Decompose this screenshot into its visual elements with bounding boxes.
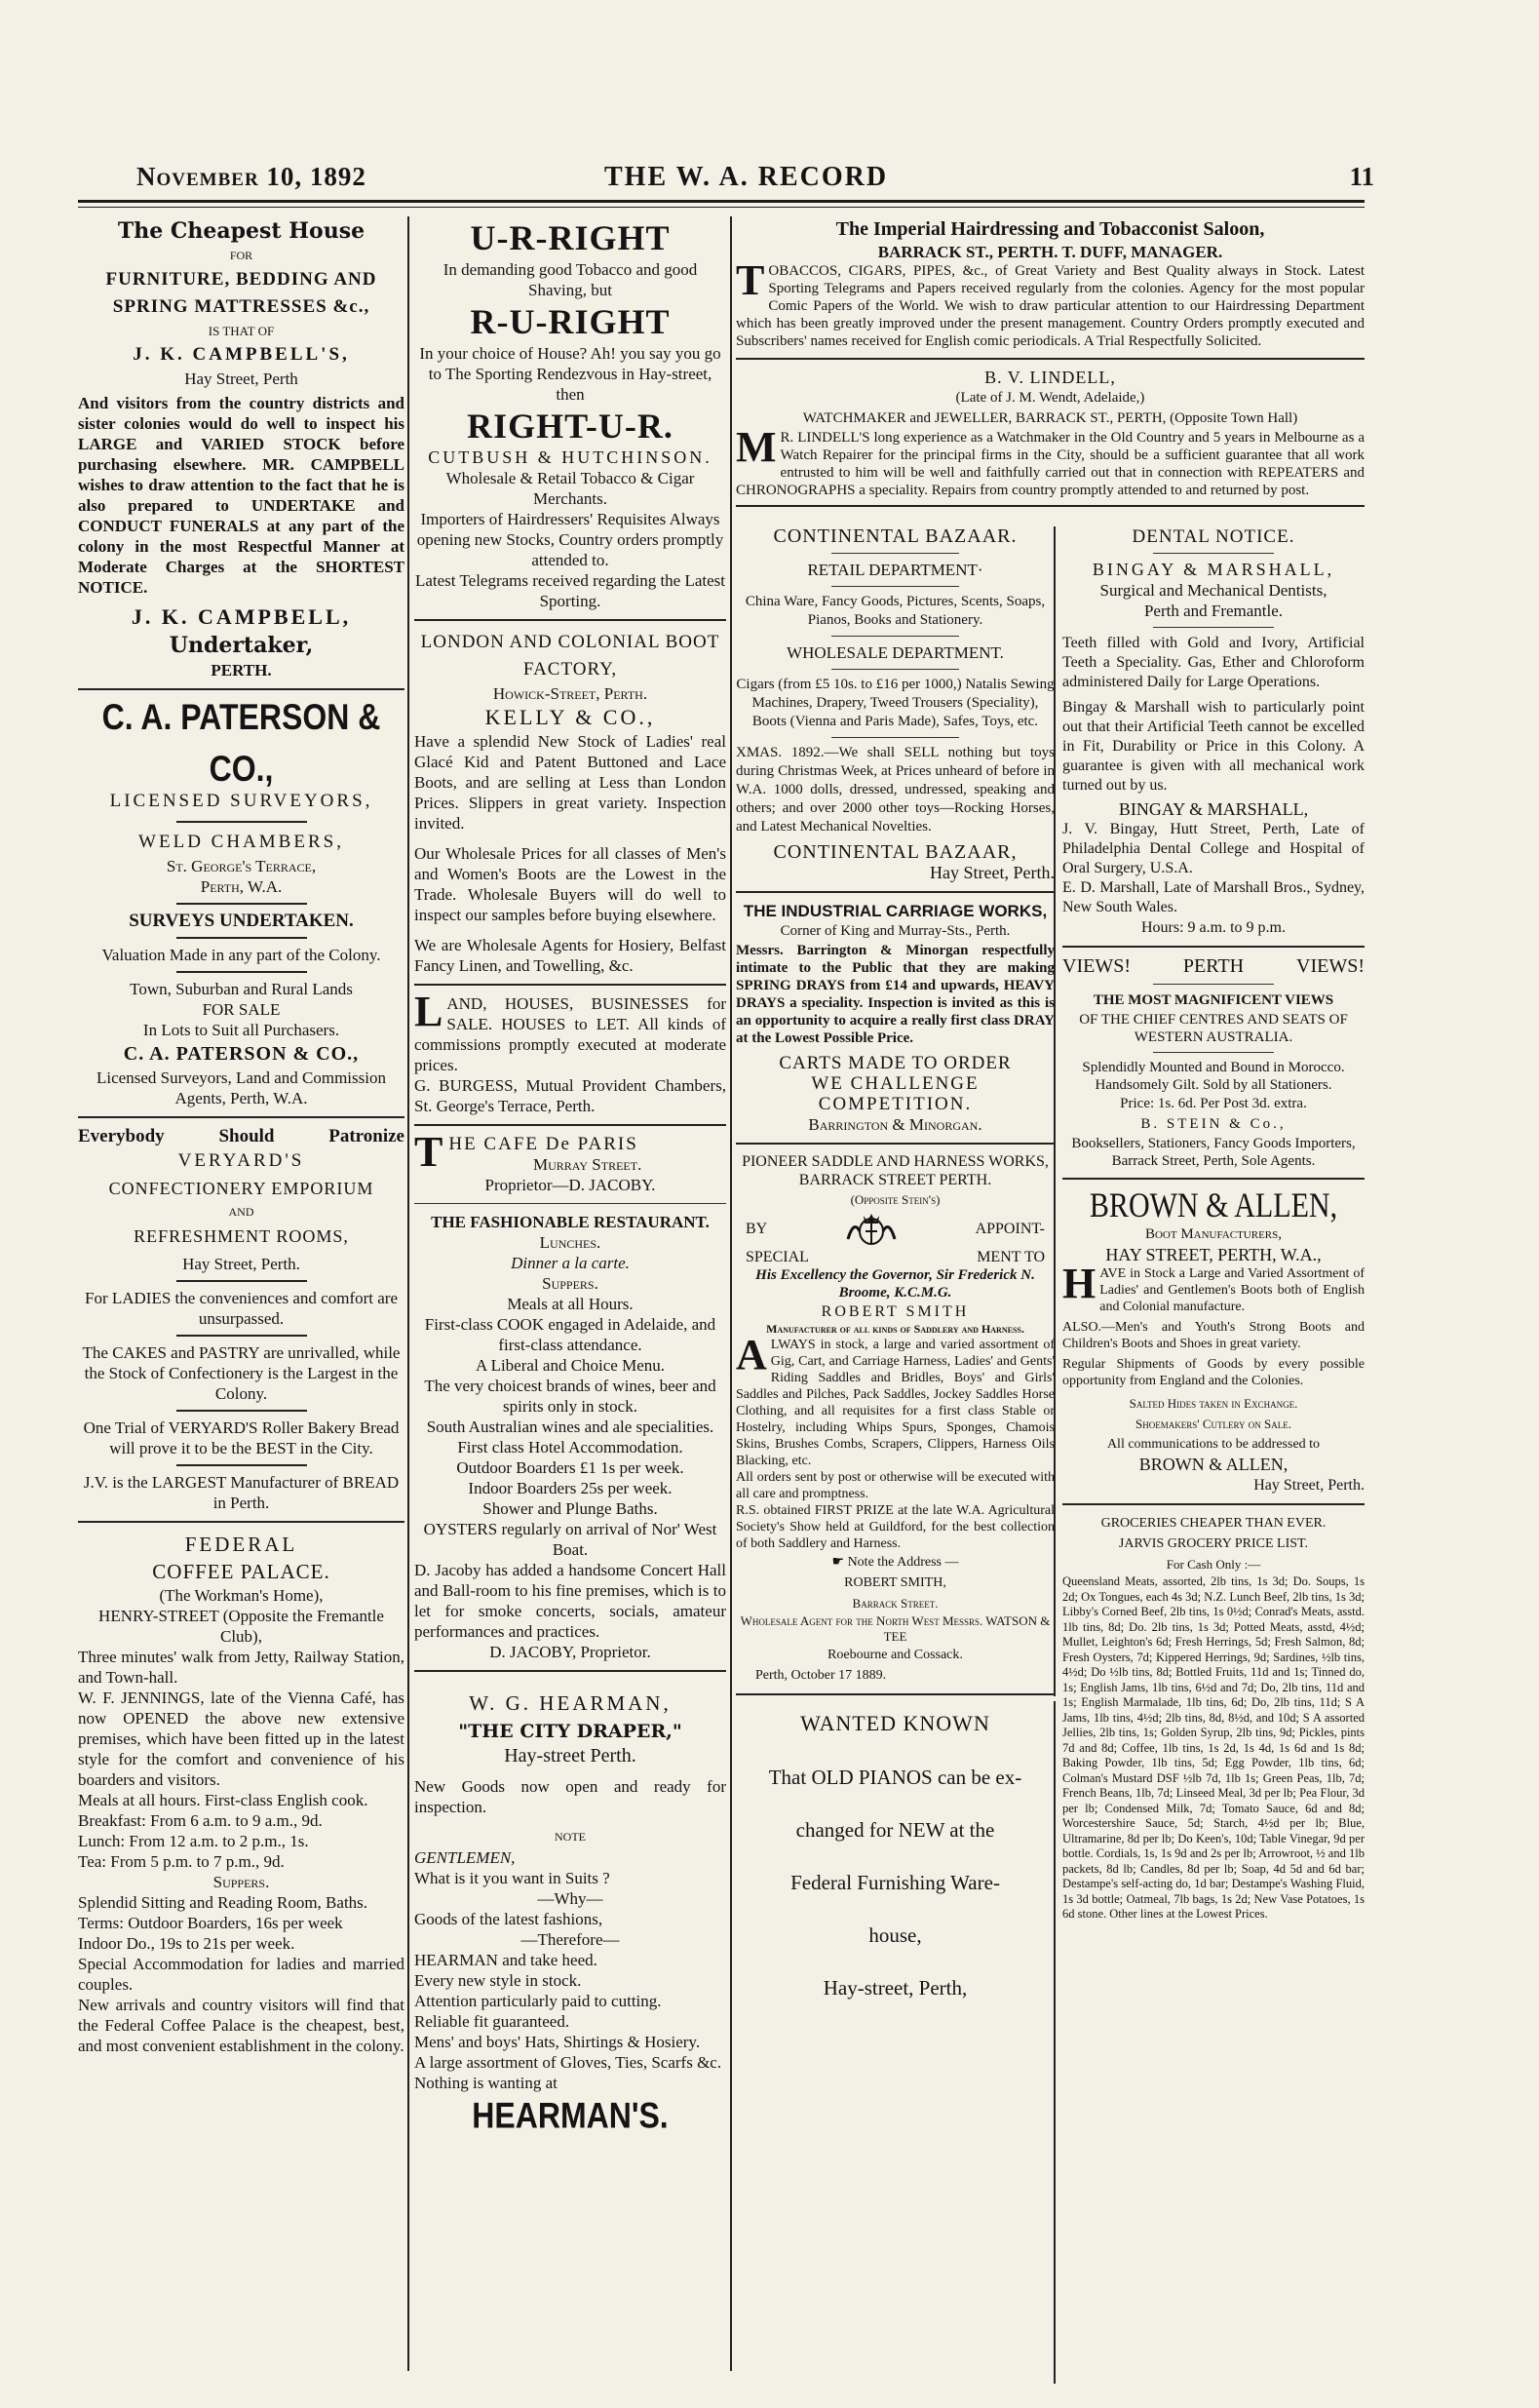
ad-text: OF THE CHIEF CENTRES AND SEATS OF WESTERN AUSTRALIA. [1079,1012,1348,1045]
ad-text: VERYARD'S [177,1150,305,1171]
ad-text: W. F. JENNINGS, late of the Vienna Café, has now OPENED the above new extensive premises, which have been fitted up in the latest style for the comfort and convenience of his boarders and visitors. [78,1689,404,1789]
ad-text: Indoor Boarders 25s per week. [468,1479,673,1497]
ad-text: FURNITURE, BEDDING AND [105,269,377,290]
royal-crest-icon [842,1210,901,1249]
ad-title: R-U-RIGHT [470,302,671,341]
ad-cafe-de-paris [414,1128,726,1662]
ad-text: Hours: 9 a.m. to 9 p.m. [1141,919,1286,936]
ad-text: "THE CITY DRAPER," [458,1721,682,1742]
ad-title: PERTH [1182,955,1245,977]
ad-text: Breakfast: From 6 a.m. to 9 a.m., 9d. [78,1811,323,1830]
drop-cap: H [1062,1260,1097,1307]
divider [736,358,1365,360]
column-2 [414,216,726,2371]
ad-text: PERTH. [211,661,272,680]
ad-text: R.S. obtained FIRST PRIZE at the late W.A. Agricultural Society's Show held at Guildford, for the best collection of both Saddlery and Harness. [736,1503,1055,1551]
ad-saddle-works [736,1152,1055,1686]
ad-text: Perth, October 17 1889. [755,1668,887,1683]
ad-stein [1062,955,1365,1170]
issue-date: November 10, 1892 [136,162,366,191]
page-header [136,162,1374,201]
ad-text: Federal Furnishing Ware- [790,1871,1000,1894]
ad-text: WELD CHAMBERS, [138,832,344,852]
ad-body: And visitors from the country districts and sister colonies would do well to inspect his LARGE and VARIED STOCK before purchasing elsewhere. MR. CAMPBELL wishes to draw attention to the fact that he is also prepared to UNDERTAKE and CONDUCT FUNERALS at any part of the colony in the most Respectful Manner at Moderate Charges at the SHORTEST NOTICE. [78,394,404,597]
ad-text: HAY STREET, PERTH, W.A., [1105,1245,1322,1264]
ad-text: Suppers. [542,1274,598,1293]
ad-text: A large assortment of Gloves, Ties, Scarfs &c. [414,2053,722,2072]
divider [414,619,726,621]
ad-text: Hay-street Perth. [504,1745,636,1767]
column-divider-2 [730,216,732,2371]
ad-text: Corner of King and Murray-Sts., Perth. [780,923,1011,939]
ad-text: NOTE [555,1830,586,1844]
divider [736,891,1055,893]
ad-text: CUTBUSH & HUTCHINSON. [428,447,712,467]
ad-text: THE MOST MAGNIFICENT VIEWS [1093,992,1334,1008]
ad-text: Hay-street, Perth, [823,1976,968,2000]
ad-title: U-R-RIGHT [470,218,671,257]
ad-title: HEARMAN'S. [472,2095,669,2136]
divider [1153,627,1274,628]
ad-text: Note the Address — [847,1555,959,1570]
pointing-hand-icon: ☛ [831,1555,848,1570]
drop-cap: T [414,1128,445,1176]
ad-text: Price: 1s. 6d. Per Post 3d. extra. [1120,1096,1307,1111]
ad-text: Teeth filled with Gold and Ivory, Artificial Teeth a Speciality. Gas, Ether and Chloroform administered Daily for Large Operations. [1062,635,1365,690]
page-number: 11 [1349,162,1374,191]
ad-body: Queensland Meats, assorted, 2lb tins, 1s 3d; Do. Soups, 1s 2d; Ox Tongues, each 4s 3d; N.Z. Lunch Beef, 2lb tins, 1s 3d; Libby's Corned Beef, 2lb tins, 1s 0½d; Conrad's Meats, asstd. 1lb tins, 8d; Do. 2lb tins, 1s 3d; Potted Meats, asstd, 4½d; Mullet, Leighton's 6d; Fresh Herrings, 5d; Fresh Salmon, 8d; Fresh Oysters, 7d; Kippered Herrings, 9d; Sardines, ½lb tins, 4½d; Do ½lb tins, 8d; Bottled Fruits, 11d and 1s; Tinned do, 1s; English Jams, 1lb tins, 6½d and 7d; Do, 2lb tins, 11d and 1s; English Marmalade, 1lb tins, 6d; Do, 2lb tins, 11d; S A Jams, 1lb tins, 4½d; 2lb tins, 8d, 8½d, and 10d; S A assorted Jellies, 2lb tins, 1s; Golden Syrup, 2lb tins, 9d; Pickles, pints 7d and 8d; Coffee, 1lb tins, 1s 2d, 1s 4d, 1s 6d and 1s 8d; Baking Powder, 1lb tins, 5d; Egg Powder, 1lb tins, 6d; Colman's Mustard DSF ½lb 7d, 1lb 1s; Green Peas, 1lb, 7d; French Beans, 1lb, 7d; Linseed Meal, 3d per lb; Pea Flour, 3d per lb; Condensed Milk, 7d; Tomato Sauce, 6d and 8d; Worcestershire Sauce, 5d; Starch, 4½d per lb; Blue, Ultramarine, 8d per lb; Do Keen's, 10d; Table Vinegar, 9d per bottle. Cordials, 1s, 1s 9d and 2s per lb; Arrowroot, ½ and 1lb packets, 8d lb; Candles, 8d per lb; Soap, 4d 5d and 6d bar; Destampe's self-acting do, 1d bar; Destampe's Washing Fluid, 1s 3d bottle; Oatmeal, 7lb bags, 1s 2d; New Vase Potatoes, 1s 6d stone. Other lines at the Lowest Prices. [1062,1574,1365,1921]
divider [176,821,307,823]
ad-jarvis [1062,1513,1365,1923]
ad-carriage-works [736,901,1055,1135]
ad-text: Terms: Outdoor Boarders, 16s per week [78,1914,343,1932]
ad-text: That OLD PIANOS can be ex- [768,1766,1022,1789]
ad-title: LONDON AND COLONIAL BOOT FACTORY, [420,632,720,680]
ad-burgess [414,988,726,1116]
ad-text: For LADIES the conveniences and comfort are unsurpassed. [85,1289,398,1328]
ad-title: B. V. LINDELL, [984,368,1116,387]
ad-text: Splendidly Mounted and Bound in Morocco. Handsomely Gilt. Sold by all Stationers. [1082,1060,1345,1093]
ad-lindell [736,368,1365,499]
divider [831,669,959,670]
ad-text: LICENSED SURVEYORS, [109,791,373,811]
ad-text: What is it you want in Suits ? [414,1869,610,1887]
ad-text: Undertaker, [169,633,314,658]
ad-text: BINGAY & MARSHALL, [1092,560,1335,579]
ad-wanted-known [736,1703,1055,2014]
ad-text: WATCHMAKER and JEWELLER, BARRACK ST., PERTH, (Opposite Town Hall) [802,410,1298,426]
ad-title: COFFEE PALACE. [152,1560,330,1583]
ad-text: Hay Street, Perth. [930,863,1055,882]
ad-text: Surgical and Mechanical Dentists, [1099,581,1327,600]
divider [176,903,307,905]
header-rule [78,200,1365,203]
ad-text: New arrivals and country visitors will find that the Federal Coffee Palace is the cheapest, best, and most convenient establishment in the colony. [78,1996,404,2055]
header-rule-thin [78,207,1365,208]
ad-federal [78,1531,404,2056]
ad-signature: BROWN & ALLEN, [1138,1455,1289,1474]
drop-cap: L [414,988,443,1035]
ad-text: THE FASHIONABLE RESTAURANT. [431,1213,710,1231]
ad-text: FOR SALE [202,1000,281,1019]
ad-text: Perth and Fremantle. [1143,602,1284,620]
ad-body: R. LINDELL'S long experience as a Watchmaker in the Old Country and 5 years in Melbourne as a Watch Repairer for the principal firms in the City, should be a sufficient guarantee that all work entrusted to him will be well and faithfully carried out that in connection with REPEATERS and CHRONOGRAPHS a speciality. Repairs from country promptly attended to and returned by post. [736,430,1365,498]
divider [414,1124,726,1126]
ad-text: Lunch: From 12 a.m. to 2 p.m., 1s. [78,1832,309,1850]
ad-text: SPRING MATTRESSES &c., [112,296,370,317]
ad-text: His Excellency the Governor, Sir Frederick N. Broome, K.C.M.G. [755,1267,1035,1301]
ad-text: Should [218,1126,275,1146]
ad-body: AVE in Stock a Large and Varied Assortment of Ladies' and Gentlemen's Boots both of English and Colonial manufacture. [1099,1266,1365,1314]
ad-text: In Lots to Suit all Purchasers. [142,1021,340,1039]
ad-text: Shower and Plunge Baths. [482,1499,658,1518]
ad-title: RIGHT-U-R. [467,407,673,446]
ad-text: HENRY-STREET (Opposite the Fremantle Club), [98,1607,384,1646]
ad-title: The Cheapest House [117,218,366,244]
ad-signature: D. JACOBY, Proprietor. [489,1643,651,1661]
divider [176,1280,307,1282]
ad-title: WANTED KNOWN [800,1711,990,1735]
wide-ads-top [736,216,1365,524]
ad-campbell [78,216,404,680]
ad-text: The CAKES and PASTRY are unrivalled, while the Stock of Confectionery is the Largest in the Colony. [82,1343,401,1403]
ad-text: (Late of J. M. Wendt, Adelaide,) [955,390,1145,406]
ad-signature: J. K. CAMPBELL, [131,604,352,629]
ad-text: Tea: From 5 p.m. to 7 p.m., 9d. [78,1852,285,1871]
divider [78,688,404,690]
divider [1062,946,1365,948]
ad-text: Perth, W.A. [200,877,283,896]
ad-title: THE INDUSTRIAL CARRIAGE WORKS, [743,902,1048,920]
ad-text: All communications to be addressed to [1106,1437,1321,1452]
ad-text: BY [746,1221,768,1237]
ad-text: J. K. CAMPBELL'S, [133,344,350,365]
ad-text: SURVEYS UNDERTAKEN. [129,911,354,931]
divider [176,1410,307,1412]
ad-text: D. Jacoby has added a handsome Concert Hall and Ball-room to his fine premises, which is to let for smoke concerts, socials, amateur performances and practices. [414,1561,726,1641]
ad-text: Have a splendid New Stock of Ladies' real Glacé Kid and Patent Buttoned and Lace Boots, and are selling at Less than London Prices. Slippers in great variety. Inspection invited. [414,732,726,833]
divider [736,505,1365,507]
divider [78,1521,404,1523]
ad-text: St. George's Terrace, [166,857,317,875]
column-1 [78,216,404,2371]
ad-title: VIEWS! [1296,955,1365,977]
ad-text: Attention particularly paid to cutting. [414,1992,662,2010]
ad-text: B. STEIN & Co., [1140,1116,1287,1132]
ad-text: CONFECTIONERY EMPORIUM [108,1179,374,1198]
ad-text: WE CHALLENGE [811,1073,980,1094]
ad-text: AND, HOUSES, BUSINESSES for SALE. HOUSES to LET. All kinds of commissions promptly executed at moderate prices. [414,994,726,1074]
ad-dental [1062,526,1365,938]
ad-text: A Liberal and Choice Menu. [475,1356,666,1375]
ad-text: In your choice of House? Ah! you say you go to The Sporting Rendezvous in Hay-street, then [419,344,721,404]
divider [1153,984,1274,985]
ad-text: CARTS MADE TO ORDER [779,1053,1012,1073]
ad-title: HE CAFE De PARIS [448,1134,638,1154]
ad-signature: Barrington & Minorgan. [808,1115,982,1134]
ad-text: ALSO.—Men's and Youth's Strong Boots and Children's Boots and Shoes in great variety. [1062,1320,1365,1351]
ad-text: Our Wholesale Prices for all classes of Men's and Women's Boots are the Lowest in the Trade. Wholesale Buyers will do well to inspect our samples before buying elsewhere. [414,844,726,924]
ad-text: IS THAT OF [208,324,275,338]
divider [1153,553,1274,554]
ad-signature: C. A. PATERSON & CO., [123,1043,360,1065]
ad-text: REFRESHMENT ROOMS, [134,1226,349,1246]
ad-text: Hay Street, Perth [184,369,298,388]
ad-text: Outdoor Boarders £1 1s per week. [456,1458,684,1477]
divider [176,1464,307,1466]
ad-text: changed for NEW at the [795,1818,995,1842]
ad-body: OBACCOS, CIGARS, PIPES, &c., of Great Variety and Best Quality always in Stock. Latest Sporting Telegrams and Papers received regularly from the colonies. Agency for the most popular Comic Papers of the World. We wish to draw particular attention to our Hairdressing Department which has been greatly improved under the present management. Country Orders promptly executed and Subscribers' names received for English comic periodicals. A Trial Respectfully Solicited. [736,263,1365,349]
ad-text: MENT TO [977,1249,1045,1265]
ad-text: Nothing is wanting at [414,2074,558,2092]
divider [78,1116,404,1118]
ad-text: Importers of Hairdressers' Requisites Always opening new Stocks, Country orders promptly attended to. [416,510,724,569]
divider [176,1335,307,1337]
ad-text: Dinner a la carte. [511,1254,630,1272]
divider [1153,1052,1274,1053]
divider [831,737,959,738]
ad-text: In demanding good Tobacco and good Shaving, but [442,260,698,299]
ad-hearman [414,1680,726,2138]
ad-text: Salted Hides taken in Exchange. [1129,1396,1298,1411]
ad-text: South Australian wines and ale specialities. [426,1418,714,1436]
ad-text: Every new style in stock. [414,1971,582,1990]
ad-text: OYSTERS regularly on arrival of Nor' West Boat. [423,1520,717,1559]
ad-title: W. G. HEARMAN, [469,1691,672,1715]
divider [176,971,307,973]
ad-text: KELLY & CO., [484,705,656,729]
ad-text: (Opposite Stein's) [850,1192,941,1207]
ad-text: For Cash Only :— [1166,1557,1261,1572]
ad-title: CONTINENTAL BAZAAR. [773,526,1018,547]
ad-text: COMPETITION. [818,1094,973,1114]
ad-text: (The Workman's Home), [159,1586,324,1605]
ad-text: Lunches. [539,1233,601,1252]
ad-text: Regular Shipments of Goods by every possible opportunity from England and the Colonies. [1062,1357,1365,1388]
ad-kelly [414,629,726,976]
ad-text: Special Accommodation for ladies and married couples. [78,1955,404,1994]
ad-text: Valuation Made in any part of the Colony. [101,946,381,964]
ad-text: BARRACK ST., PERTH. T. DUFF, MANAGER. [877,243,1223,261]
ad-text: house, [868,1923,922,1947]
masthead: THE W. A. RECORD [604,162,889,192]
ad-text: WHOLESALE DEPARTMENT. [787,643,1004,662]
divider [831,586,959,587]
ad-text: Goods of the latest fashions, [414,1910,603,1928]
drop-cap: A [736,1331,767,1379]
ad-text: Licensed Surveyors, Land and Commission Agents, Perth, W.A. [96,1068,386,1107]
ad-text: J.V. is the LARGEST Manufacturer of BREAD in Perth. [83,1473,400,1512]
divider [831,553,959,554]
ad-text: Meals at all hours. First-class English cook. [78,1791,368,1809]
ad-text: Indoor Do., 19s to 21s per week. [78,1934,295,1953]
ad-text: New Goods now open and ready for inspection. [414,1777,726,1816]
divider [1062,1178,1365,1180]
ad-brown-allen [1062,1187,1365,1495]
ad-text: Manufacturer of all kinds of Saddlery and Harness. [766,1322,1024,1336]
ad-text: Wholesale & Retail Tobacco & Cigar Merchants. [445,469,695,508]
ad-text: All orders sent by post or otherwise will be executed with all care and promptness. [736,1470,1055,1501]
ad-imperial [736,216,1365,350]
ad-title: C. A. PATERSON & CO., [101,696,381,790]
ad-text: XMAS. 1892.—We shall SELL nothing but toys during Christmas Week, at Prices unheard of before in W.A. 1000 dolls, dressed, undressed, speaking and others; and over 2000 other toys—Rocking Horses, and Latest Mechanical Novelties. [736,745,1055,835]
ad-text: Splendid Sitting and Reading Room, Baths. [78,1893,368,1912]
ad-text: J. V. Bingay, Hutt Street, Perth, Late of Philadelphia Dental College and Hospital of Oral Surgery, U.S.A. [1062,821,1365,876]
ad-text: AND [228,1205,254,1219]
divider [414,1203,726,1204]
ad-text: —Therefore— [520,1930,620,1949]
ad-text: G. BURGESS, Mutual Provident Chambers, St. George's Terrace, Perth. [414,1076,726,1115]
ad-text: Reliable fit guaranteed. [414,2012,570,2031]
divider [414,1670,726,1672]
ad-text: Wholesale Agent for the North West Messrs. WATSON & TEE [740,1613,1051,1644]
ad-text: FOR [229,249,253,262]
ad-text: Barrack Street. [852,1596,939,1611]
ad-title: VIEWS! [1062,955,1131,977]
ad-continental-bazaar [736,526,1055,883]
ad-text: ROBERT SMITH [821,1303,970,1320]
ad-text: Roebourne and Cossack. [827,1648,963,1662]
ad-title: FEDERAL [184,1533,298,1556]
ad-text: The very choicest brands of wines, beer and spirits only in stock. [424,1377,716,1416]
column-divider-1 [407,216,409,2371]
divider [736,1143,1055,1145]
ad-text: Suppers. [212,1873,270,1891]
ad-text: Mens' and boys' Hats, Shirtings & Hosiery. [414,2033,701,2051]
ad-text: GENTLEMEN, [414,1848,516,1867]
ad-body: Messrs. Barrington & Minorgan respectfully intimate to the Public that they are making SPRING DRAYS from £14 and upwards, HEAVY DRAYS a speciality. Inspection is invited as this is an opportunity to acquire a really first class DRAY at the Lowest Possible Price. [736,943,1055,1046]
ad-title: PIONEER SADDLE AND HARNESS WORKS, BARRACK STREET PERTH. [742,1153,1049,1188]
drop-cap: M [736,423,777,471]
ad-text: ROBERT SMITH, [844,1575,946,1590]
ad-text: JARVIS GROCERY PRICE LIST. [1118,1536,1309,1551]
ad-signature: BINGAY & MARSHALL, [1118,799,1309,819]
ad-text: China Ware, Fancy Goods, Pictures, Scents, Soaps, Pianos, Books and Stationery. [745,594,1046,628]
divider [736,1693,1055,1695]
divider [1062,1503,1365,1505]
ad-text: Three minutes' walk from Jetty, Railway Station, and Town-hall. [78,1648,404,1687]
divider [176,937,307,939]
ad-text: HEARMAN and take heed. [414,1951,597,1969]
ad-text: Murray Street. [533,1155,642,1174]
ad-text: Howick-Street, Perth. [492,684,648,703]
ad-text: Meals at all Hours. [507,1295,634,1313]
ad-text: Booksellers, Stationers, Fancy Goods Importers, Barrack Street, Perth, Sole Agents. [1071,1136,1356,1169]
ad-text: Proprietor—D. JACOBY. [484,1176,656,1194]
ad-text: First class Hotel Accommodation. [457,1438,683,1456]
drop-cap: T [736,256,765,304]
column-3 [736,526,1055,2369]
ad-text: Everybody [78,1126,165,1146]
ad-body: LWAYS in stock, a large and varied assortment of Gig, Cart, and Carriage Harness, Ladies' and Gents' Riding Saddles and Bridles, Boys' and Girls' Saddles and Pilches, Pack Saddles, Jockey Saddles Horse Clothing, and all requisites for a first class Stable or Hostelry, including Whips Spurs, Sponges, Chamois Skins, Brushes Combs, Scrapers, Clippers, Harness Oils Blacking, etc. [736,1338,1055,1468]
ad-text: First-class COOK engaged in Adelaide, and first-class attendance. [424,1315,716,1354]
ad-text: Town, Suburban and Rural Lands [130,980,353,998]
ad-text: Hay Street, Perth. [182,1255,300,1273]
ad-text: One Trial of VERYARD'S Roller Bakery Bread will prove it to be the BEST in the City. [83,1418,400,1457]
ad-title: The Imperial Hairdressing and Tobacconist Saloon, [835,218,1265,240]
ad-text: Shoemakers' Cutlery on Sale. [1135,1417,1291,1431]
ad-title: BROWN & ALLEN, [1089,1185,1338,1225]
ad-text: —Why— [537,1889,603,1908]
ad-text: Patronize [328,1126,404,1146]
ad-text: Boot Manufacturers, [1144,1226,1283,1242]
ad-text: APPOINT- [975,1221,1045,1237]
ad-title: GROCERIES CHEAPER THAN EVER. [1100,1516,1327,1531]
ad-text: Cigars (from £5 10s. to £16 per 1000,) Natalis Sewing Machines, Drapery, Tweed Trousers (Speciality), Boots (Vienna and Paris Made), Safes, Toys, etc. [736,677,1055,729]
ad-cutbush [414,216,726,611]
ad-text: SPECIAL [746,1249,809,1265]
ad-veryard [78,1126,404,1513]
divider [831,636,959,637]
ad-text: Bingay & Marshall wish to particularly point out that their Artificial Teeth cannot be excelled in Fit, Durability or Price in this Colony. A guarantee is given with all mechanical work turned out by us. [1062,699,1365,794]
ad-text: Latest Telegrams received regarding the Latest Sporting. [414,571,726,610]
ad-signature: CONTINENTAL BAZAAR, [773,841,1018,863]
ad-text: E. D. Marshall, Late of Marshall Bros., Sydney, New South Wales. [1062,879,1365,915]
ad-text: Hay Street, Perth. [1253,1477,1365,1494]
ad-paterson [78,698,404,1108]
ad-text: RETAIL DEPARTMENT· [807,561,983,579]
divider [414,984,726,986]
ad-text: We are Wholesale Agents for Hosiery, Belfast Fancy Linen, and Towelling, &c. [414,936,726,975]
column-4 [1062,526,1365,2369]
ad-title: DENTAL NOTICE. [1132,526,1295,547]
